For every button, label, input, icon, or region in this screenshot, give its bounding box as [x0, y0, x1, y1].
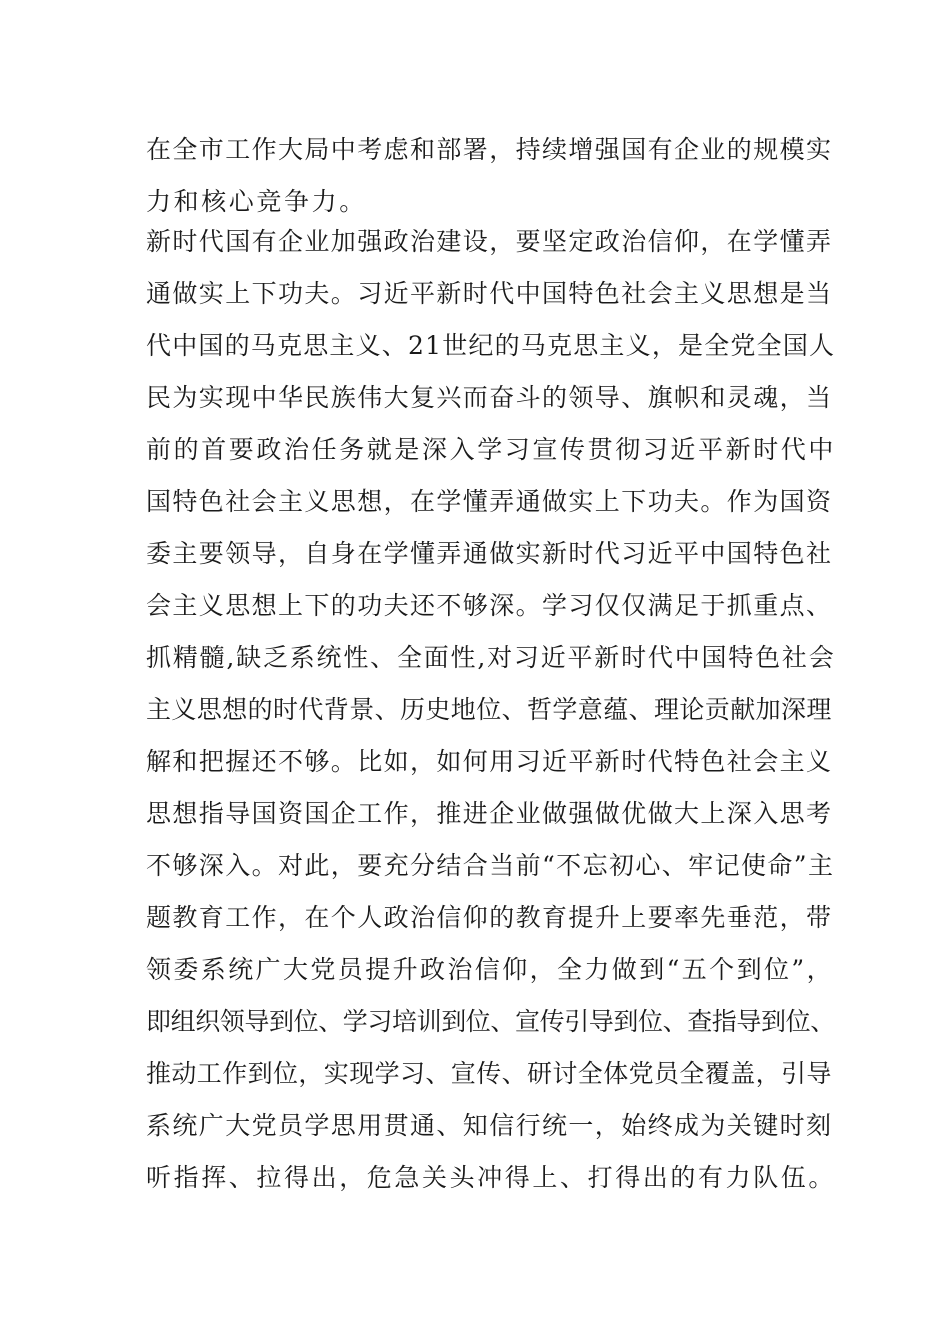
text-line: 思想指导国资国企工作，推进企业做强做优做大上深入思考 [146, 799, 833, 828]
text-line: 国特色社会主义思想，在学懂弄通做实上下功夫。作为国资 [146, 487, 833, 516]
text-line: 力和核心竞争力。 [146, 187, 367, 216]
text-line: 通做实上下功夫。习近平新时代中国特色社会主义思想是当 [146, 279, 833, 308]
text-line: 抓精髓,缺乏系统性、全面性,对习近平新时代中国特色社会 [146, 643, 836, 672]
paragraph-1 [146, 124, 836, 228]
paragraph-2 [146, 216, 836, 1204]
text-line: 代中国的马克思主义、21世纪的马克思主义，是全党全国人 [146, 331, 836, 360]
text-line: 推动工作到位，实现学习、宣传、研讨全体党员全覆盖，引导 [146, 1059, 832, 1088]
text-line: 民为实现中华民族伟大复兴而奋斗的领导、旗帜和灵魂，当 [146, 383, 833, 412]
text-line: 听指挥、拉得出，危急关头冲得上、打得出的有力队伍。 [146, 1163, 837, 1192]
text-line: 主义思想的时代背景、历史地位、哲学意蕴、理论贡献加深理 [146, 695, 832, 724]
text-line: 题教育工作，在个人政治信仰的教育提升上要率先垂范，带 [146, 903, 833, 932]
text-line: 新时代国有企业加强政治建设，要坚定政治信仰，在学懂弄 [146, 227, 833, 256]
text-line: 即组织领导到位、学习培训到位、宣传引导到位、查指导到位、 [146, 1007, 835, 1036]
text-line: 在全市工作大局中考虑和部署，持续增强国有企业的规模实 [146, 135, 833, 164]
text-line: 解和把握还不够。比如，如何用习近平新时代特色社会主义 [146, 747, 833, 776]
text-line: 会主义思想上下的功夫还不够深。学习仅仅满足于抓重点、 [146, 591, 833, 620]
text-line: 领委系统广大党员提升政治信仰，全力做到“五个到位”， [146, 955, 834, 984]
text-line: 前的首要政治任务就是深入学习宣传贯彻习近平新时代中 [146, 435, 837, 464]
text-line: 委主要领导，自身在学懂弄通做实新时代习近平中国特色社 [146, 539, 833, 568]
text-line: 不够深入。对此，要充分结合当前“不忘初心、牢记使命”主 [146, 851, 835, 880]
text-line: 系统广大党员学思用贯通、知信行统一，始终成为关键时刻 [146, 1111, 833, 1140]
